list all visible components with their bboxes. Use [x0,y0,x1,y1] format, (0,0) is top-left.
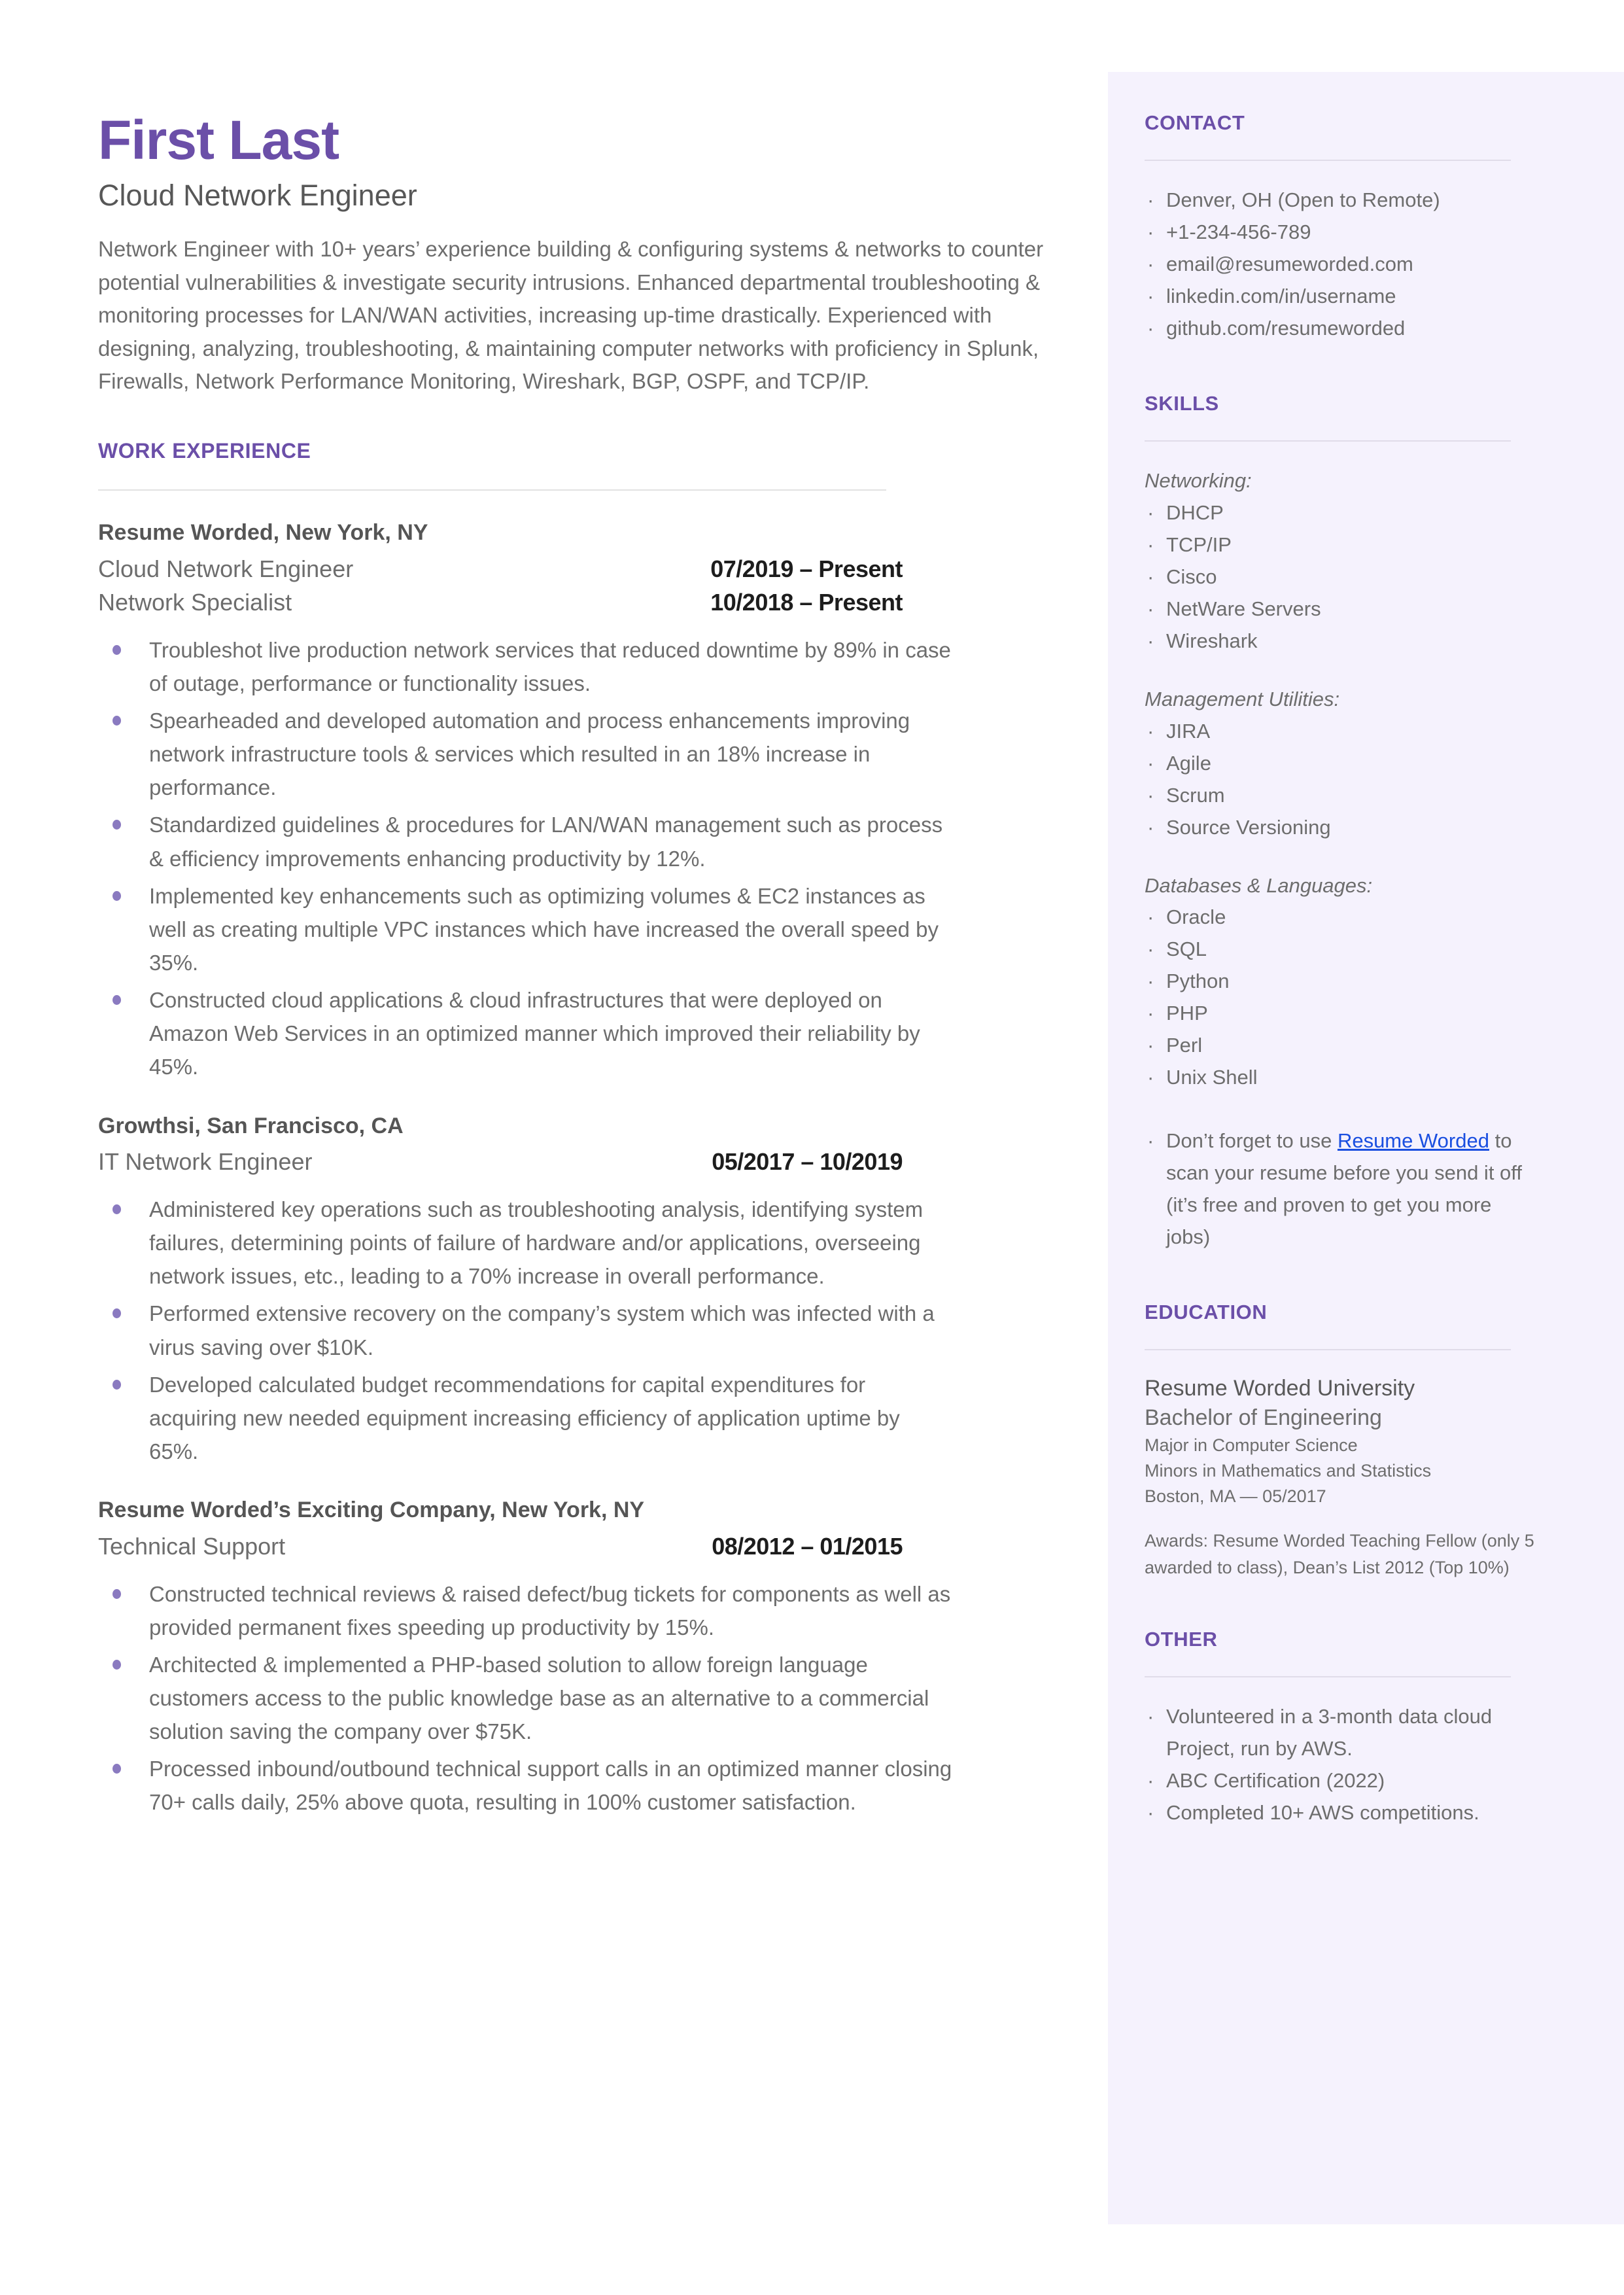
job-bullet [98,704,954,804]
education-block [1145,1374,1537,1581]
contact-block [1145,184,1537,345]
skill-item-text: DHCP [1166,500,1224,524]
skill-item [1145,902,1537,934]
skill-item-text: Cisco [1166,565,1217,588]
other-item [1145,1797,1537,1829]
job-bullet [98,1648,954,1748]
job-bullet [98,1577,954,1644]
other-item-text: ABC Certification (2022) [1166,1769,1385,1793]
contact-item [1145,249,1537,281]
bullet-icon: · [1147,188,1154,211]
skill-item-text: Oracle [1166,905,1226,929]
job-dates: 07/2019 – Present [710,555,903,582]
contact-item [1145,184,1537,217]
skill-item-text: NetWare Servers [1166,597,1321,620]
skill-item-text: Wireshark [1166,629,1258,652]
contact-item-text: github.com/resumeworded [1166,316,1406,340]
skills-groups [1145,465,1537,1094]
education-awards: Awards: Resume Worded Teaching Fellow (only 5 awarded to class), Dean’s List 2012 (Top 10%) [1145,1531,1534,1577]
skill-item [1145,812,1537,844]
skill-group [1145,684,1537,844]
job-bullet [98,633,954,700]
skill-item-text: PHP [1166,1002,1208,1025]
skill-item-text: TCP/IP [1166,533,1232,556]
job-role-row [98,1531,903,1563]
promo-text-after: to scan your resume before you send it off (it’s free and proven to get you more jobs) [1166,1129,1522,1249]
job-bullet [98,983,954,1083]
job-bullet-text: Architected & implemented a PHP-based solution to allow foreign language customers access to the public knowledge base as an alternative to a commercial solution saving the company over $75K. [149,1652,929,1744]
bullet-icon: · [1147,500,1154,524]
skill-item [1145,934,1537,966]
bullet-icon: · [1147,783,1154,807]
bullet-dot-icon [112,1660,121,1670]
job-bullet-text: Processed inbound/outbound technical support calls in an optimized manner closing 70+ calls daily, 25% above quota, resulting in 100% customer satisfaction. [149,1757,952,1815]
contact-item-text: linkedin.com/in/username [1166,284,1396,307]
work-experience-entry [98,518,1073,1084]
skill-item-text: Agile [1166,751,1211,775]
skills-block [1145,465,1537,1253]
skill-item [1145,998,1537,1030]
job-bullet-text: Spearheaded and developed automation and process enhancements improving network infrastructure tools & services which resulted in an 18% increase in performance. [149,708,910,800]
bullet-icon: · [1147,629,1154,652]
job-bullet-text: Standardized guidelines & procedures for LAN/WAN management such as process & efficiency improvements enhancing productivity by 12%. [149,813,943,871]
bullet-icon: · [1147,970,1154,993]
skill-item [1145,529,1537,561]
job-role-title: IT Network Engineer [98,1148,313,1176]
job-role-title: Network Specialist [98,589,292,616]
skill-group [1145,870,1537,1095]
other-list [1145,1701,1537,1829]
skill-item [1145,625,1537,657]
bullet-icon: · [1147,815,1154,839]
bullet-dot-icon [112,1204,121,1214]
skill-item [1145,497,1537,529]
bullet-icon: · [1147,533,1154,556]
main-column [98,111,1073,1823]
sidebar-column [1145,111,1537,1829]
contact-item-text: +1-234-456-789 [1166,220,1311,243]
work-experience-list [98,518,1073,1819]
bullet-dot-icon [112,820,121,830]
skill-item [1145,966,1537,998]
professional-summary: Network Engineer with 10+ years’ experience building & configuring systems & networks to counter potential vulnerabilities & investigate security intrusions. Enhanced departmental troubleshooting & monitoring processes for LAN/WAN activities, increasing up-time drastically. Experienced with designing, analyzing, troubleshooting, & maintaining computer networks with proficiency in Splunk, Firewalls, Network Performance Monitoring, Wireshark, BGP, OSPF, and TCP/IP. [98,237,1044,394]
bullet-dot-icon [112,1308,121,1318]
bullet-dot-icon [112,1764,121,1774]
education-minors: Minors in Mathematics and Statistics [1145,1461,1432,1481]
job-role-row [98,553,903,586]
skill-item-text: Unix Shell [1166,1066,1258,1089]
bullet-icon: · [1147,1705,1154,1728]
contact-item [1145,281,1537,313]
job-dates: 10/2018 – Present [710,589,903,616]
job-bullet-text: Troubleshot live production network services that reduced downtime by 89% in case of outage, performance or functionality issues. [149,637,951,695]
skill-group [1145,465,1537,657]
skill-group-title: Databases & Languages: [1145,873,1373,897]
section-heading-other: OTHER [1145,1628,1218,1651]
contact-item-text: Denver, OH (Open to Remote) [1166,188,1440,211]
bullet-icon: · [1147,1034,1154,1057]
candidate-title: Cloud Network Engineer [98,179,417,213]
job-bullet-text: Constructed technical reviews & raised defect/bug tickets for components as well as provided permanent fixes speeding up productivity by 15%. [149,1581,951,1639]
bullet-icon: · [1147,751,1154,775]
job-bullet-text: Constructed cloud applications & cloud infrastructures that were deployed on Amazon Web Services in an optimized manner which improved their reliability by 45%. [149,988,920,1079]
skill-item-text: JIRA [1166,719,1211,743]
bullet-icon: · [1147,597,1154,620]
skill-group-title: Networking: [1145,468,1252,492]
bullet-icon: · [1147,220,1154,243]
skill-list [1145,497,1537,657]
education-degree: Bachelor of Engineering [1145,1405,1382,1431]
section-heading-contact: CONTACT [1145,111,1245,134]
job-bullet [98,1297,954,1363]
education-location-date: Boston, MA — 05/2017 [1145,1486,1326,1507]
bullet-dot-icon [112,645,121,655]
job-bullet-list [98,1577,1073,1819]
section-heading-skills: SKILLS [1145,391,1219,415]
section-divider-other [1145,1676,1511,1677]
job-bullet [98,1193,954,1293]
bullet-icon: · [1147,284,1154,307]
skill-item [1145,1030,1537,1062]
bullet-dot-icon [112,995,121,1005]
promo-text-before: Don’t forget to use [1166,1129,1338,1153]
bullet-icon: · [1147,1769,1154,1793]
other-item [1145,1765,1537,1797]
bullet-icon: · [1147,565,1154,588]
contact-item [1145,217,1537,249]
bullet-icon: · [1147,905,1154,929]
skill-item [1145,561,1537,593]
work-experience-entry [98,1112,1073,1469]
skill-item [1145,716,1537,748]
contact-item [1145,313,1537,345]
skill-item-text: Source Versioning [1166,815,1331,839]
job-role-row [98,587,903,619]
job-bullet-text: Administered key operations such as troubleshooting analysis, identifying system failures, determining points of failure of hardware and/or applications, overseeing network issues, etc., leading to a 70% increase in overall performance. [149,1197,924,1289]
skill-item [1145,1062,1537,1094]
resume-worded-link[interactable]: Resume Worded [1337,1129,1489,1153]
job-role-row [98,1146,903,1178]
bullet-icon: · [1147,937,1154,961]
job-role-title: Technical Support [98,1533,286,1560]
skill-item-text: Scrum [1166,783,1225,807]
job-company: Growthsi, San Francisco, CA [98,1113,404,1138]
work-experience-entry [98,1496,1073,1819]
section-divider-work [98,489,886,491]
other-item [1145,1701,1537,1765]
education-major: Major in Computer Science [1145,1435,1358,1455]
section-divider-education [1145,1349,1511,1350]
contact-item-text: email@resumeworded.com [1166,252,1413,275]
skill-list [1145,902,1537,1094]
job-company: Resume Worded’s Exciting Company, New York, NY [98,1498,645,1523]
contact-list [1145,184,1537,345]
education-school: Resume Worded University [1145,1376,1415,1401]
job-company: Resume Worded, New York, NY [98,519,428,545]
section-heading-work-experience: WORK EXPERIENCE [98,438,311,463]
skill-item-text: SQL [1166,937,1207,961]
bullet-dot-icon [112,1380,121,1390]
bullet-dot-icon [112,1589,121,1599]
bullet-icon: · [1147,1002,1154,1025]
other-item-text: Volunteered in a 3-month data cloud Project, run by AWS. [1166,1705,1493,1761]
job-dates: 08/2012 – 01/2015 [712,1533,903,1560]
job-bullet [98,1752,954,1819]
job-bullet-text: Performed extensive recovery on the company’s system which was infected with a virus saving over $10K. [149,1301,935,1359]
skill-list [1145,716,1537,844]
bullet-dot-icon [112,891,121,901]
job-bullet-text: Developed calculated budget recommendations for capital expenditures for acquiring new needed equipment increasing efficiency of application uptime by 65%. [149,1372,900,1463]
skill-item-text: Perl [1166,1034,1203,1057]
bullet-icon: · [1147,1801,1154,1825]
job-role-title: Cloud Network Engineer [98,555,354,582]
job-dates: 05/2017 – 10/2019 [712,1148,903,1176]
bullet-icon: · [1147,252,1154,275]
bullet-icon: · [1147,316,1154,340]
skill-group-title: Management Utilities: [1145,687,1340,710]
bullet-icon: · [1147,719,1154,743]
promo-note [1145,1125,1537,1253]
section-divider-contact [1145,160,1511,161]
job-bullet [98,1368,954,1468]
skill-item [1145,780,1537,812]
skill-item [1145,593,1537,625]
other-item-text: Completed 10+ AWS competitions. [1166,1801,1479,1825]
bullet-icon: · [1147,1066,1154,1089]
job-bullet-list [98,633,1073,1084]
job-bullet-text: Implemented key enhancements such as optimizing volumes & EC2 instances as well as creating multiple VPC instances which have increased the overall speed by 35%. [149,883,939,975]
bullet-icon: · [1147,1129,1154,1153]
candidate-name: First Last [98,109,339,171]
job-bullet [98,808,954,875]
job-bullet-list [98,1193,1073,1468]
skill-item-text: Python [1166,970,1230,993]
job-bullet [98,879,954,979]
section-divider-skills [1145,440,1511,442]
other-block [1145,1701,1537,1829]
skill-item [1145,748,1537,780]
bullet-dot-icon [112,716,121,726]
section-heading-education: EDUCATION [1145,1301,1268,1324]
